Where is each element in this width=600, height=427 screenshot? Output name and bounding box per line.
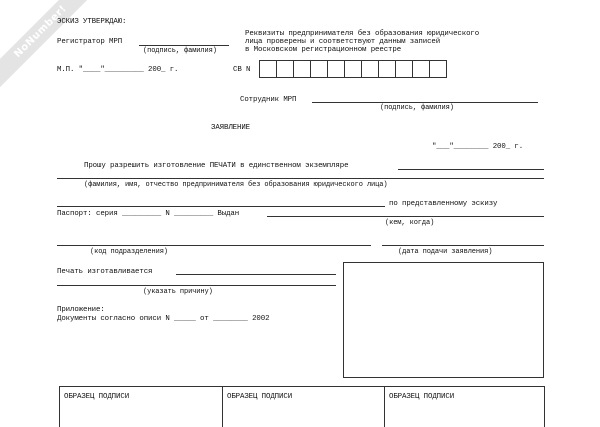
cert-number-cell[interactable] bbox=[344, 60, 362, 78]
approve-title: ЭСКИЗ УТВЕРЖДАЮ: bbox=[57, 18, 127, 26]
signature-sample-box-1[interactable] bbox=[59, 386, 223, 427]
reason-line-1[interactable] bbox=[176, 274, 336, 275]
submit-date-line[interactable] bbox=[382, 245, 544, 246]
passport-text: Паспорт: серия _________ N _________ Выдан bbox=[57, 210, 240, 218]
signature-sample-label: ОБРАЗЕЦ ПОДПИСИ bbox=[64, 393, 130, 401]
stamp-sketch-box[interactable] bbox=[343, 262, 544, 378]
by-sketch-text: по представленному эскизу bbox=[389, 200, 498, 208]
request-text: Прошу разрешить изготовление ПЕЧАТИ в единственном экземпляре bbox=[84, 162, 349, 170]
fio-line[interactable] bbox=[57, 178, 544, 179]
requisites-line-3: в Московском регистрационном реестре bbox=[245, 46, 402, 54]
request-line[interactable] bbox=[398, 169, 544, 170]
cert-label: СВ N bbox=[233, 66, 251, 74]
cert-number-cell[interactable] bbox=[276, 60, 294, 78]
signature-sample-label: ОБРАЗЕЦ ПОДПИСИ bbox=[389, 393, 455, 401]
submit-date-caption: (дата подачи заявления) bbox=[398, 248, 493, 256]
sketch-line[interactable] bbox=[57, 206, 385, 207]
statement-date: "___"________ 200_ г. bbox=[432, 143, 524, 151]
signature-sample-box-2[interactable] bbox=[222, 386, 385, 427]
signature-sample-box-3[interactable] bbox=[384, 386, 545, 427]
mp-date-line: М.П. "____"_________ 200_ г. bbox=[57, 66, 179, 74]
cert-number-cell[interactable] bbox=[259, 60, 277, 78]
dept-code-caption: (код подразделения) bbox=[90, 248, 168, 256]
employee-sign-caption: (подпись, фамилия) bbox=[380, 104, 454, 112]
issued-line[interactable] bbox=[267, 216, 544, 217]
cert-number-cell[interactable] bbox=[429, 60, 447, 78]
dept-code-line[interactable] bbox=[57, 245, 371, 246]
cert-number-cell[interactable] bbox=[361, 60, 379, 78]
issued-caption: (кем, когда) bbox=[385, 219, 435, 227]
cert-number-cell[interactable] bbox=[293, 60, 311, 78]
signature-sample-label: ОБРАЗЕЦ ПОДПИСИ bbox=[227, 393, 293, 401]
reason-label: Печать изготавливается bbox=[57, 268, 153, 276]
cert-number-cells[interactable] bbox=[260, 60, 447, 78]
requisites-line-2: лица проверены и соответствуют данным записей bbox=[245, 38, 441, 46]
cert-number-cell[interactable] bbox=[310, 60, 328, 78]
registrar-sign-line[interactable] bbox=[139, 45, 229, 46]
cert-number-cell[interactable] bbox=[378, 60, 396, 78]
cert-number-cell[interactable] bbox=[395, 60, 413, 78]
appendix-title: Приложение: bbox=[57, 306, 105, 314]
registrar-sign-caption: (подпись, фамилия) bbox=[143, 47, 217, 55]
employee-sign-line[interactable] bbox=[312, 102, 538, 103]
watermark-text: NoNumber! bbox=[12, 3, 69, 60]
employee-label: Сотрудник МРП bbox=[240, 96, 297, 104]
appendix-line: Документы согласно описи N _____ от ________ 2002 bbox=[57, 315, 270, 323]
requisites-line-1: Реквизиты предпринимателя без образования юридического bbox=[245, 30, 480, 38]
cert-number-cell[interactable] bbox=[412, 60, 430, 78]
fio-caption: (фамилия, имя, отчество предпринимателя без образования юридического лица) bbox=[84, 181, 388, 189]
statement-heading: ЗАЯВЛЕНИЕ bbox=[211, 124, 251, 132]
reason-caption: (указать причину) bbox=[143, 288, 213, 296]
cert-number-cell[interactable] bbox=[327, 60, 345, 78]
reason-line-2[interactable] bbox=[57, 285, 336, 286]
registrar-label: Регистратор МРП bbox=[57, 38, 123, 46]
